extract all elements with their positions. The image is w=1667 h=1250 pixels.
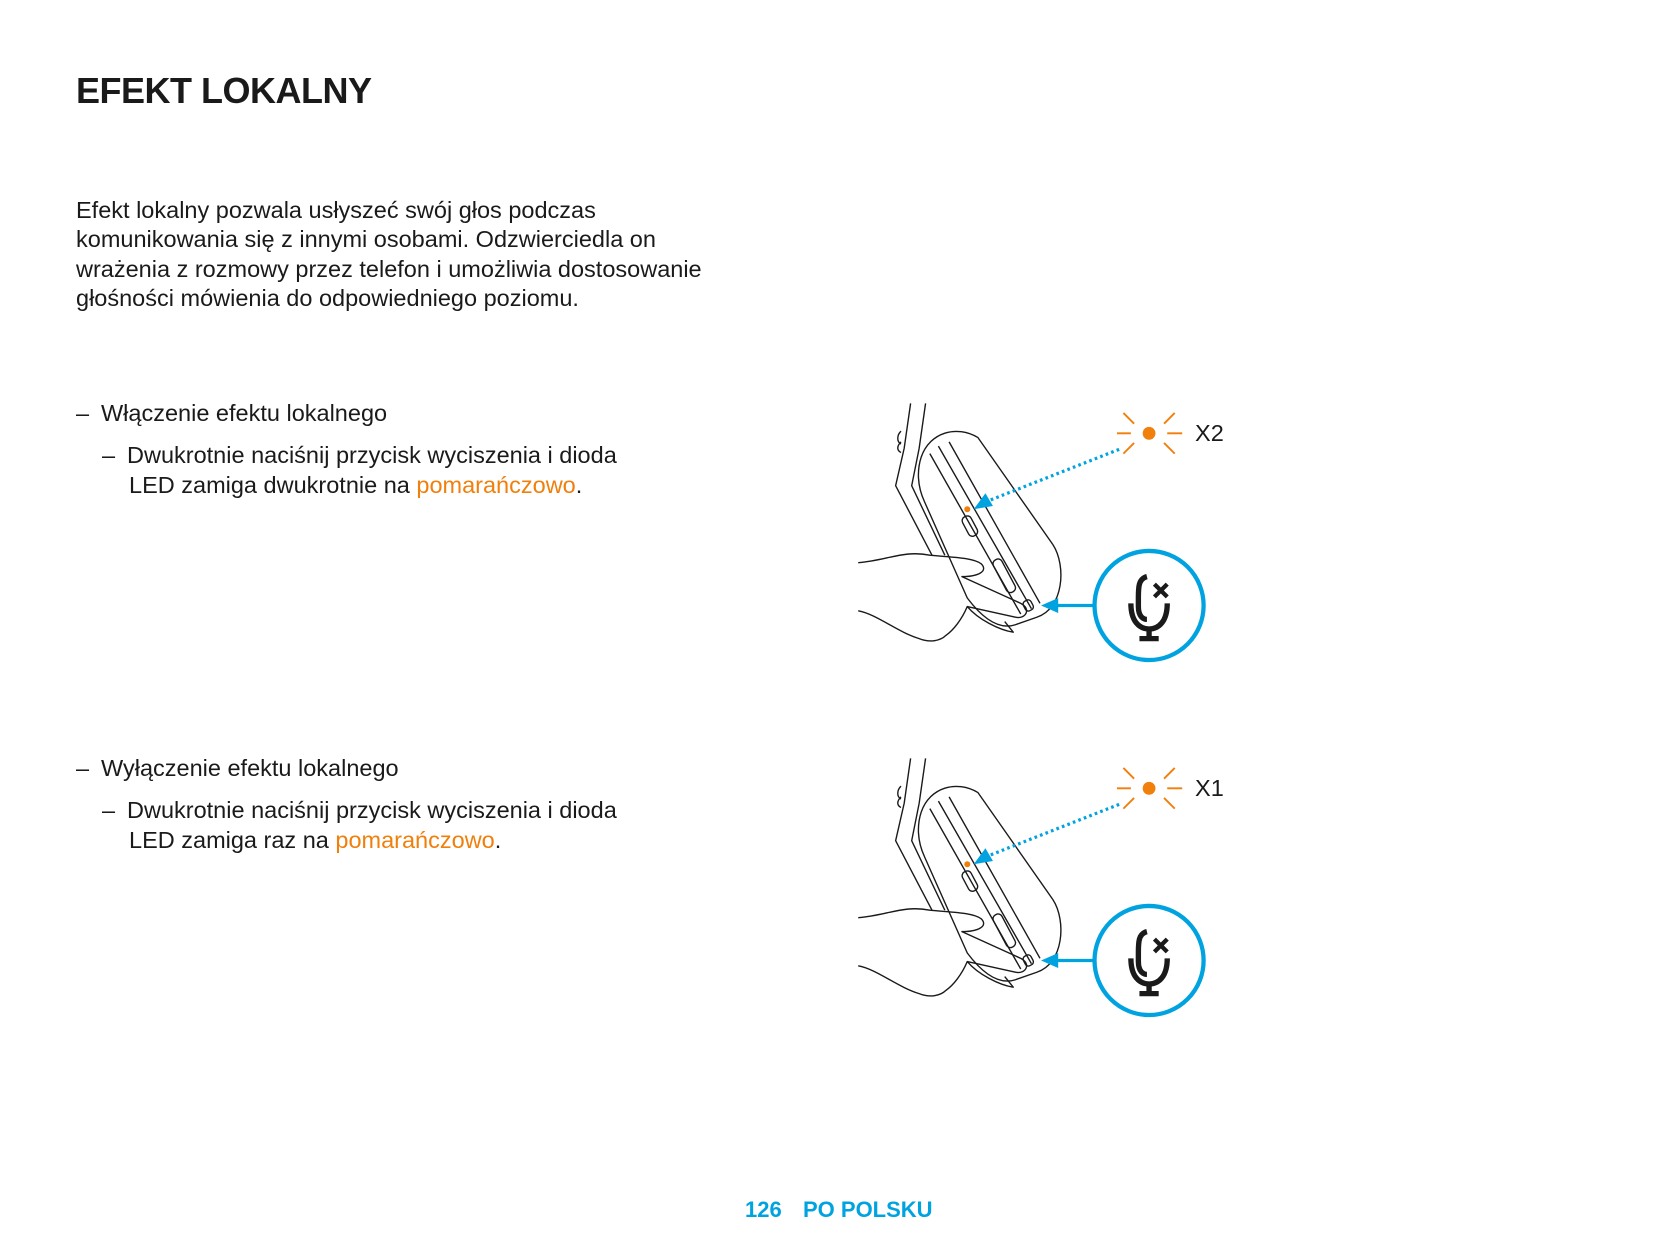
intro-paragraph: [76, 196, 796, 313]
step-line: LED zamiga raz na: [129, 826, 336, 853]
page-title: EFEKT LOKALNY: [76, 70, 372, 111]
orange-highlight: pomarańczowo: [416, 471, 576, 498]
step-enable: [102, 441, 617, 500]
page-number: 126: [745, 1197, 782, 1222]
step-line: LED zamiga dwukrotnie na: [129, 471, 417, 498]
section-heading-disable: [76, 754, 399, 784]
period: .: [494, 826, 502, 853]
step-disable: [102, 796, 617, 855]
led-blink-icon: [1117, 768, 1182, 809]
headset-drawing: [858, 758, 1203, 1015]
blink-count: X2: [1195, 419, 1224, 446]
heading-text: Wyłączenie efektu lokalnego: [101, 755, 399, 781]
blink-count: X1: [1195, 774, 1224, 801]
headset-drawing: [858, 403, 1203, 660]
intro-line: wrażenia z rozmowy przez telefon i umożliwia dostosowanie: [76, 255, 702, 282]
step-line: Dwukrotnie naciśnij przycisk wyciszenia i dioda: [127, 797, 617, 823]
section-heading-enable: [76, 399, 387, 429]
intro-line: komunikowania się z innymi osobami. Odzwierciedla on: [76, 226, 656, 253]
headset-illustration-x2: [855, 400, 1256, 673]
heading-text: Włączenie efektu lokalnego: [101, 400, 388, 426]
led-blink-icon: [1117, 413, 1182, 454]
dash: –: [102, 797, 116, 823]
intro-line: głośności mówienia do odpowiedniego poziomu.: [76, 284, 579, 311]
intro-line: Efekt lokalny pozwala usłyszeć swój głos podczas: [76, 197, 596, 223]
footer-language: PO POLSKU: [803, 1197, 933, 1222]
period: .: [575, 471, 583, 498]
dash: –: [102, 442, 116, 468]
headset-illustration-x1: [855, 755, 1256, 1028]
step-line: Dwukrotnie naciśnij przycisk wyciszenia i dioda: [127, 442, 617, 468]
orange-highlight: pomarańczowo: [335, 826, 495, 853]
dash: –: [76, 400, 90, 426]
dash: –: [76, 755, 90, 781]
